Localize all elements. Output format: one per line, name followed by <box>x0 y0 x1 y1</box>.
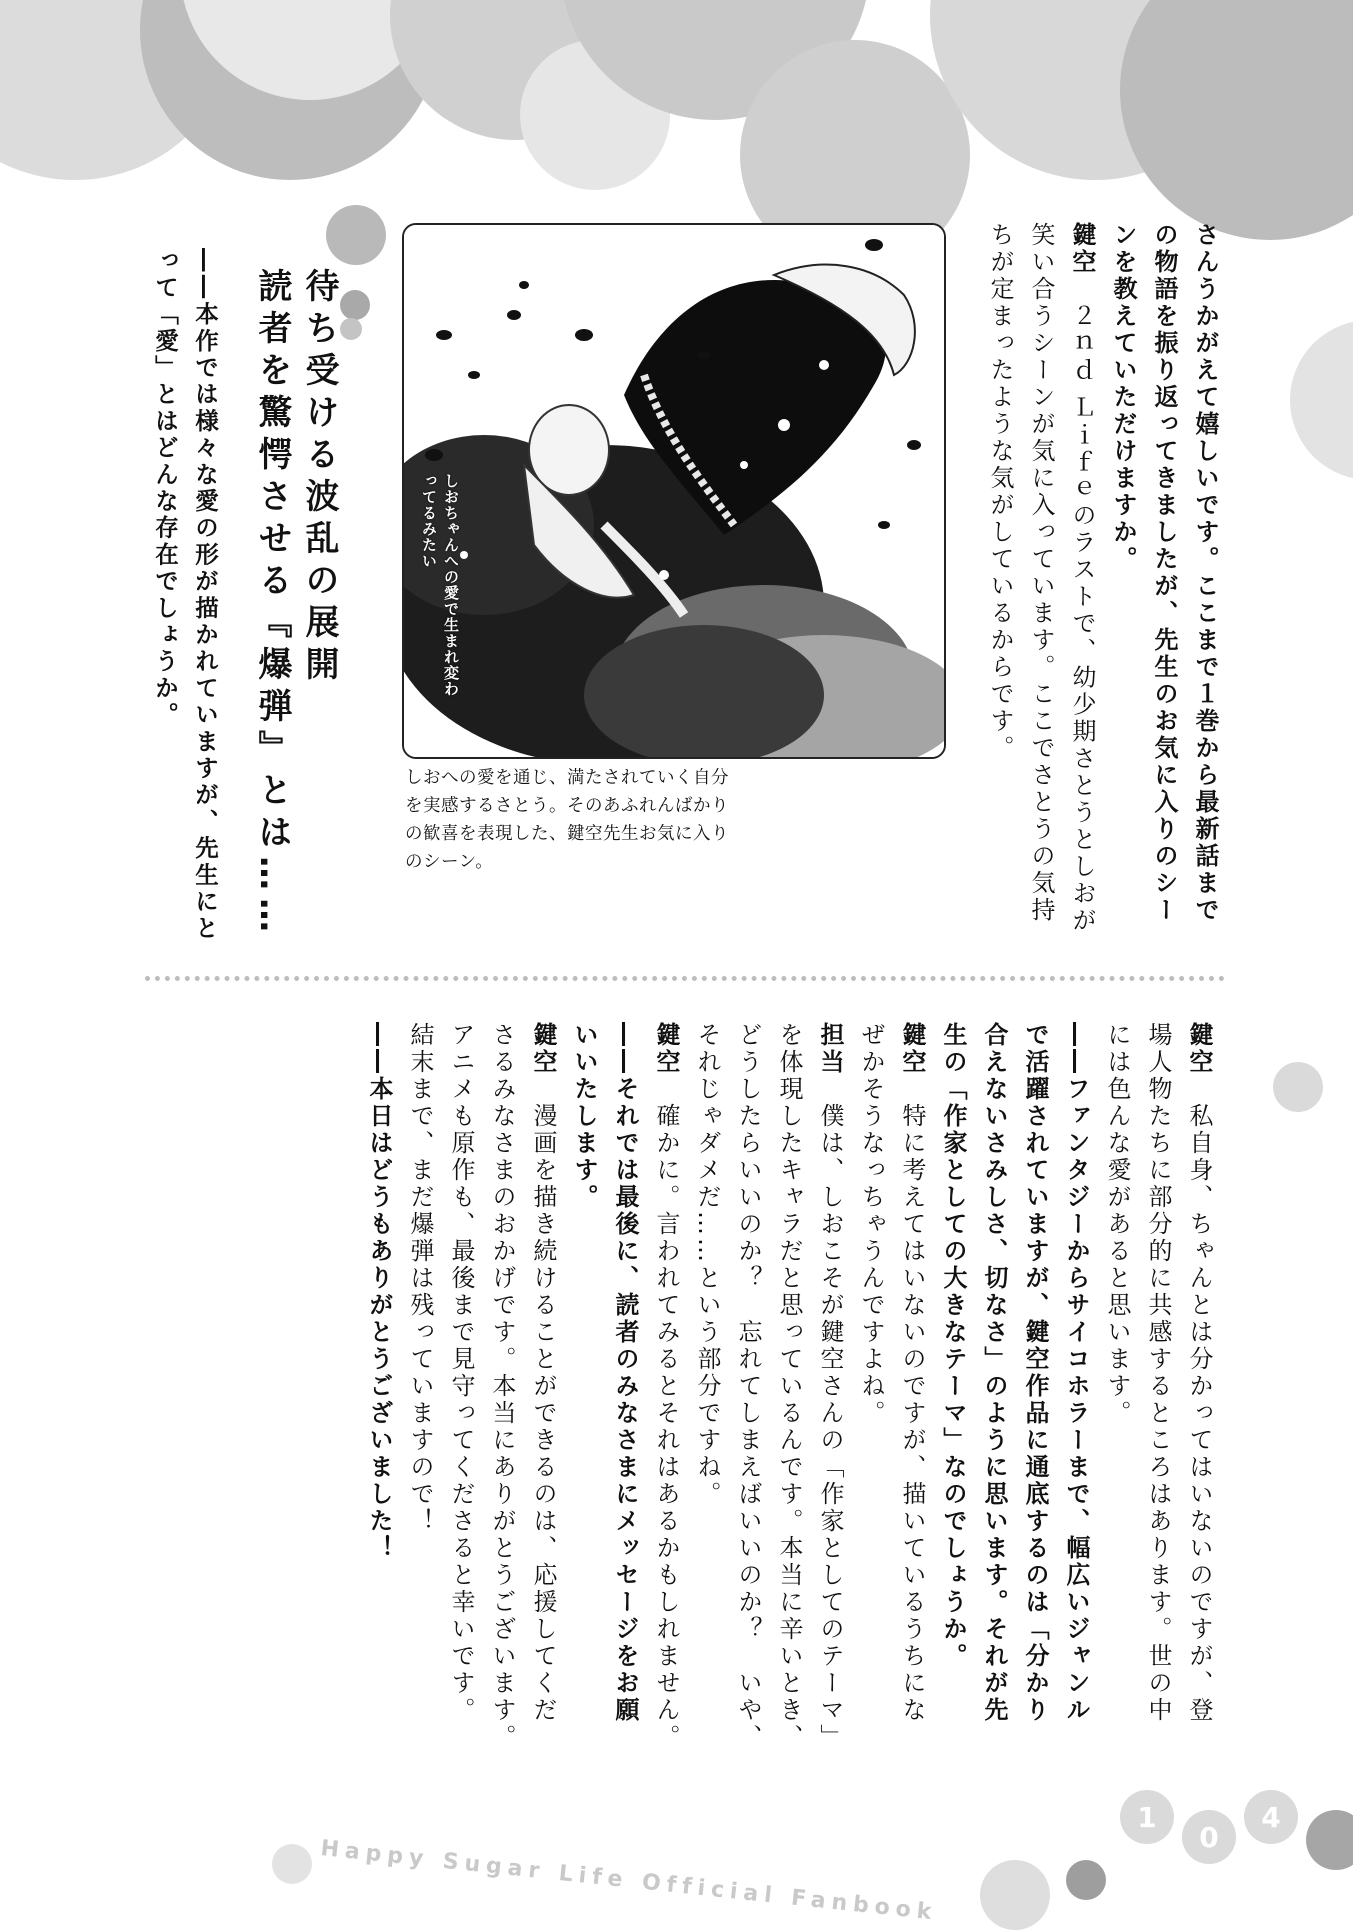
line-text: 漫画を描き続けることができるのは、応援してくだ <box>529 1076 557 1724</box>
line-text: 結末まで、まだ爆弾は残っていますので！ <box>406 1022 434 1535</box>
line-text: の物語を振り返ってきましたが、先生のお気に入りのシー <box>1150 222 1178 924</box>
text-line <box>649 1022 682 1751</box>
text-line <box>1024 222 1057 924</box>
line-text: 僕は、しおこそが鍵空さんの「作家としてのテーマ」 <box>816 1076 844 1751</box>
speaker-label: 鍵空 <box>898 1022 926 1076</box>
text-line <box>403 1022 436 1535</box>
section-heading-line1: 待ち受ける波乱の展開 <box>299 268 339 688</box>
line-text: 笑い合うシーンが気に入っています。ここでさとうの気持 <box>1027 222 1055 924</box>
line-text: ぜかそうなっちゃうんですよね。 <box>857 1022 885 1427</box>
speech-balloon-text: しおちゃんへの愛で生まれ変わってるみたい <box>420 473 460 697</box>
text-line <box>1141 1022 1174 1724</box>
line-text: ンを教えていただけますか。 <box>1109 222 1137 573</box>
text-line <box>485 1022 518 1751</box>
line-text: 特に考えてはいないのですが、描いているうちにな <box>898 1076 926 1724</box>
text-line <box>895 1022 928 1724</box>
text-line <box>1147 222 1180 924</box>
interview-top <box>961 222 1221 960</box>
line-text: ――ファンタジーからサイコホラーまで、幅広いジャンル <box>1062 1022 1090 1724</box>
line-text: それじゃダメだ……という部分ですね。 <box>693 1022 721 1508</box>
text-line <box>1182 1022 1215 1724</box>
line-text: を体現したキャラだと思っているんです。本当に辛いとき、 <box>775 1022 803 1751</box>
text-line <box>772 1022 805 1751</box>
section-heading-line2: 読者を驚愕させる『爆弾』とは…… <box>252 268 292 940</box>
interview-bottom <box>315 1022 1215 1770</box>
text-line <box>567 1022 600 1211</box>
speaker-label: 鍵空 <box>652 1022 680 1076</box>
text-line <box>813 1022 846 1751</box>
text-line <box>936 1022 969 1670</box>
text-line <box>526 1022 559 1724</box>
question-line-1: ――本作では様々な愛の形が描かれていますが、先生にと <box>191 248 219 943</box>
line-text: で活躍されていますが、鍵空作品に通底するのは「分かり <box>1021 1022 1049 1724</box>
line-text: 合えないさみしさ、切なさ」のように思います。それが先 <box>980 1022 1008 1724</box>
line-text: さるみなさまのおかげです。本当にありがとうございます。 <box>488 1022 516 1751</box>
text-line <box>1065 222 1098 935</box>
line-text: 生の「作家としての大きなテーマ」なのでしょうか。 <box>939 1022 967 1670</box>
speaker-label: 鍵空 <box>1185 1022 1213 1076</box>
text-line <box>983 222 1016 762</box>
section-divider <box>145 976 1225 981</box>
line-text: アニメも原作も、最後まで見守ってくださると幸いです。 <box>447 1022 475 1724</box>
text-line <box>1100 1022 1133 1427</box>
text-line <box>731 1022 764 1751</box>
line-text: 場人物たちに部分的に共感するところはあります。世の中 <box>1144 1022 1172 1724</box>
line-text: 私自身、ちゃんとは分かってはいないのですが、登 <box>1185 1076 1213 1724</box>
speaker-label: 鍵空 <box>529 1022 557 1076</box>
text-line <box>1106 222 1139 573</box>
line-text: には色んな愛があると思います。 <box>1103 1022 1131 1427</box>
text-line <box>690 1022 723 1508</box>
text-line <box>1188 222 1221 924</box>
line-text: どうしたらいいのか？ 忘れてしまえばいいのか？ いや、 <box>734 1022 762 1751</box>
page-number-digit-3: 4 <box>1244 1790 1298 1844</box>
text-line <box>854 1022 887 1427</box>
text-line <box>362 1022 395 1562</box>
manga-panel <box>402 223 946 759</box>
line-text: ――それでは最後に、読者のみなさまにメッセージをお願 <box>611 1022 639 1724</box>
text-line <box>1018 1022 1051 1724</box>
question-line-2: って「愛」とはどんな存在でしょうか。 <box>151 248 179 729</box>
line-text: ――本日はどうもありがとうございました！ <box>365 1022 393 1562</box>
speaker-label: 担当 <box>816 1022 844 1076</box>
speaker-label: 鍵空 <box>1068 222 1096 276</box>
line-text: ちが定まったような気がしているからです。 <box>986 222 1014 762</box>
panel-caption: しおへの愛を通じ、満たされていく自分を実感するさとう。そのあふれんばかりの歓喜を表現した、鍵空先生お気に入りのシーン。 <box>405 768 729 872</box>
line-text: ２ｎｄ Ｌｉｆｅのラストで、幼少期さとうとしおが <box>1068 276 1096 935</box>
text-line <box>444 1022 477 1724</box>
manga-illustration <box>404 225 944 757</box>
text-line <box>608 1022 641 1724</box>
line-text: いいたします。 <box>570 1022 598 1211</box>
page-number-digit-1: 1 <box>1120 1790 1174 1844</box>
text-line <box>1059 1022 1092 1724</box>
line-text: 確かに。言われてみるとそれはあるかもしれません。 <box>652 1076 680 1751</box>
book-title: Happy Sugar Life Official Fanbook <box>319 1836 939 1926</box>
page-number-digit-2: 0 <box>1182 1810 1236 1864</box>
line-text: さんうかがえて嬉しいです。ここまで１巻から最新話まで <box>1191 222 1219 924</box>
text-line <box>977 1022 1010 1724</box>
